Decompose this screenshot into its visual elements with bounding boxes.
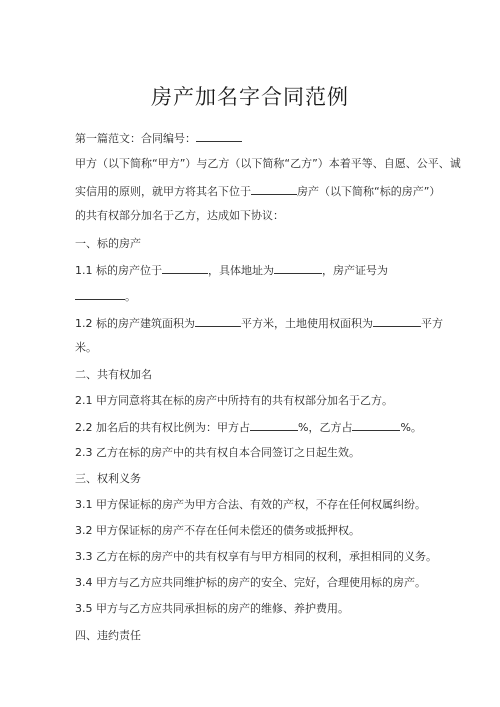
section-4-heading: 四、违约责任 xyxy=(75,629,141,642)
clause-3-3: 3.3 乙方在标的房产中的共有权享有与甲方相同的权利，承担相同的义务。 xyxy=(75,550,437,563)
intro-line-2-text-b: 房产（以下简称“标的房产”） xyxy=(297,185,441,198)
clause-1-2 xyxy=(75,315,443,332)
clause-2-1: 2.1 甲方同意将其在标的房产中所持有的共有权部分加名于乙方。 xyxy=(75,394,393,407)
page-title: 房产加名字合同范例 xyxy=(151,85,349,109)
clause-1-1-text-b: ，具体地址为 xyxy=(208,264,274,277)
section-3-heading: 三、权利义务 xyxy=(75,472,141,485)
clause-1-2-text-b: 平方米，土地使用权面积为 xyxy=(241,317,373,330)
intro-line-1: 甲方（以下简称“甲方”）与乙方（以下简称“乙方”）本着平等、自愿、公平、诚 xyxy=(75,157,461,170)
intro-line-2 xyxy=(75,183,441,200)
clause-2-2-text-b: %，乙方占 xyxy=(298,421,353,434)
clause-1-1-end: 。 xyxy=(125,290,136,303)
clause-3-4: 3.4 甲方与乙方应共同维护标的房产的安全、完好，合理使用标的房产。 xyxy=(75,576,426,589)
contract-number-line xyxy=(75,130,435,147)
address-blank[interactable] xyxy=(274,262,322,274)
location-blank[interactable] xyxy=(162,262,208,274)
clause-1-1-text-a: 1.1 标的房产位于 xyxy=(75,264,162,277)
property-location-blank[interactable] xyxy=(251,183,297,195)
clause-1-2-continued: 米。 xyxy=(75,341,97,354)
section-2-heading: 二、共有权加名 xyxy=(75,368,152,381)
clause-1-1 xyxy=(75,262,435,279)
clause-1-2-text-a: 1.2 标的房产建筑面积为 xyxy=(75,317,195,330)
contract-number-label: 第一篇范文：合同编号： xyxy=(75,132,196,145)
contract-number-blank[interactable] xyxy=(196,130,242,142)
building-area-blank[interactable] xyxy=(195,315,241,327)
intro-line-3: 的共有权部分加名于乙方，达成如下协议： xyxy=(75,209,284,222)
clause-3-1: 3.1 甲方保证标的房产为甲方合法、有效的产权，不存在任何权属纠纷。 xyxy=(75,498,426,511)
clause-3-2: 3.2 甲方保证标的房产不存在任何未偿还的债务或抵押权。 xyxy=(75,524,360,537)
land-area-blank[interactable] xyxy=(373,315,421,327)
clause-2-2 xyxy=(75,419,435,436)
party-a-share-blank[interactable] xyxy=(250,419,298,431)
clause-2-2-text-c: %。 xyxy=(400,421,422,434)
clause-2-2-text-a: 2.2 加名后的共有权比例为：甲方占 xyxy=(75,421,250,434)
party-b-share-blank[interactable] xyxy=(352,419,400,431)
clause-3-5: 3.5 甲方与乙方应共同承担标的房产的维修、养护费用。 xyxy=(75,602,349,615)
clause-1-1-text-c: ，房产证号为 xyxy=(322,264,388,277)
clause-1-1-continued xyxy=(75,288,435,305)
intro-line-2-text-a: 实信用的原则，就甲方将其名下位于 xyxy=(75,185,251,198)
clause-2-3: 2.3 乙方在标的房产中的共有权自本合同签订之日起生效。 xyxy=(75,446,360,459)
certificate-number-blank[interactable] xyxy=(75,288,125,300)
clause-1-2-text-c: 平方 xyxy=(421,317,443,330)
section-1-heading: 一、标的房产 xyxy=(75,237,141,250)
